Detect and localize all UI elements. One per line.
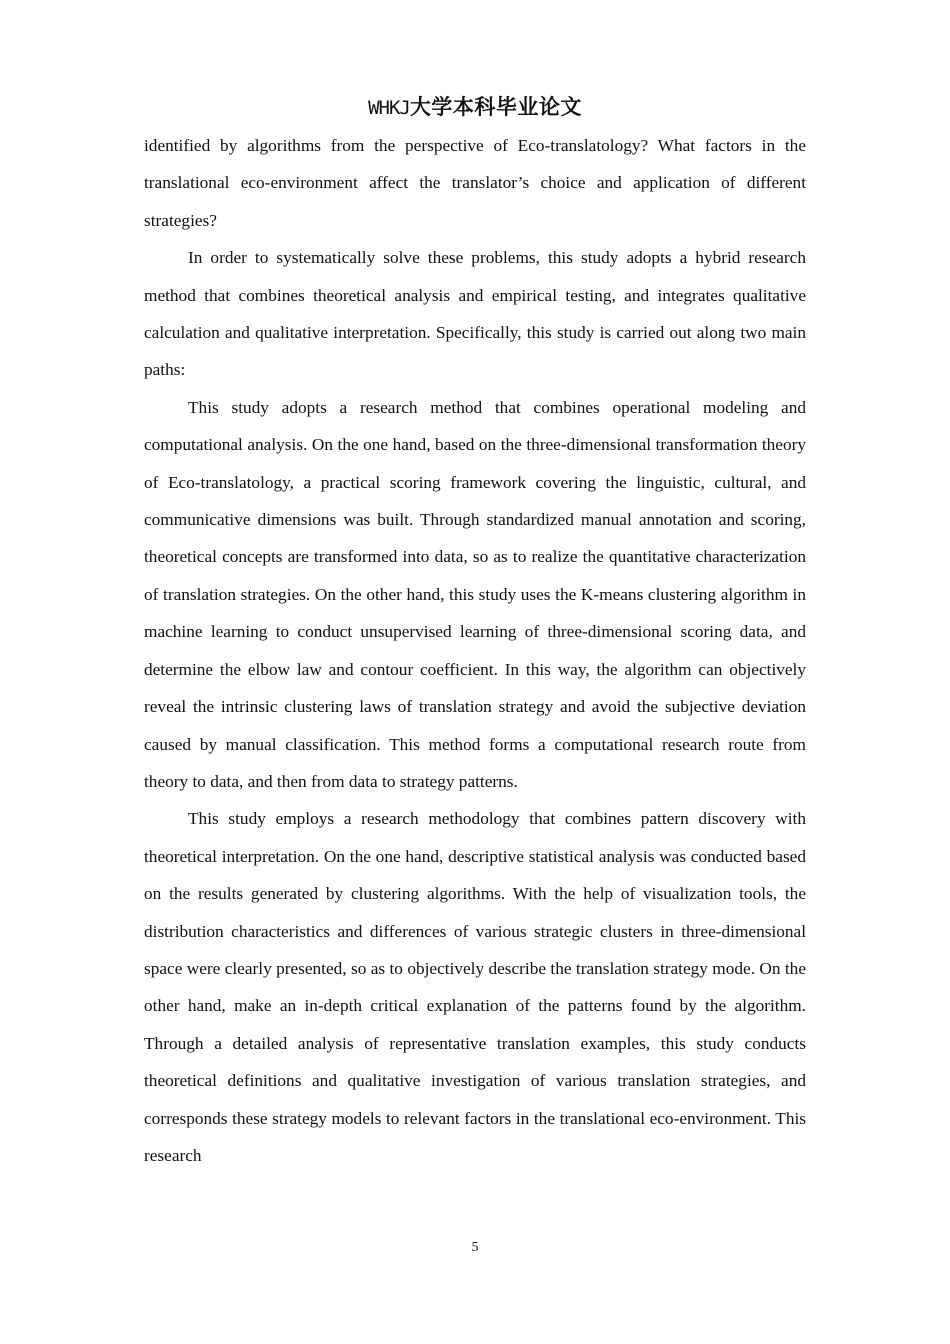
paragraph-continued: identified by algorithms from the perspective of Eco-translatology? What factors in the translational eco-environment affect the translator’s choice and application of different strategies? — [144, 136, 806, 230]
paragraph-computational-path: This study adopts a research method that combines operational modeling and computational analysis. On the one hand, based on the three-dimensional transformation theory of Eco-translatology, a practical scoring framework covering the linguistic, cultural, and communicative dimensions was built. Through standardized manual annotation and scoring, theoretical concepts are transformed into data, so as to realize the quantitative characterization of translation strategies. On the other hand, this study uses the K-means clustering algorithm in machine learning to conduct unsupervised learning of three-dimensional scoring data, and determine the elbow law and contour coefficient. In this way, the algorithm can objectively reveal the intrinsic clustering laws of translation strategy and avoid the subjective deviation caused by manual classification. This method forms a computational research route from theory to data, and then from data to strategy patterns. — [144, 397, 806, 791]
running-header — [0, 93, 950, 122]
page-number: 5 — [471, 1240, 479, 1255]
header-thesis-title: 大学本科毕业论文 — [409, 95, 582, 119]
paragraph-research-method: In order to systematically solve these problems, this study adopts a hybrid research method that combines theoretical analysis and empirical testing, and integrates qualitative calculation and qualitative interpretation. Specifically, this study is carried out along two main paths: — [144, 248, 806, 380]
header-university-code: WHKJ — [368, 97, 410, 119]
thesis-body — [144, 127, 806, 1174]
paragraph-interpretive-path: This study employs a research methodology that combines pattern discovery with theoretical interpretation. On the one hand, descriptive statistical analysis was conducted based on the results generated by clustering algorithms. With the help of visualization tools, the distribution characteristics and differences of various strategic clusters in three-dimensional space were clearly presented, so as to objectively describe the translation strategy mode. On the other hand, make an in-depth critical explanation of the patterns found by the algorithm. Through a detailed analysis of representative translation examples, this study conducts theoretical definitions and qualitative investigation of various translation strategies, and corresponds these strategy models to relevant factors in the translational eco-environment. This research — [144, 809, 806, 1165]
